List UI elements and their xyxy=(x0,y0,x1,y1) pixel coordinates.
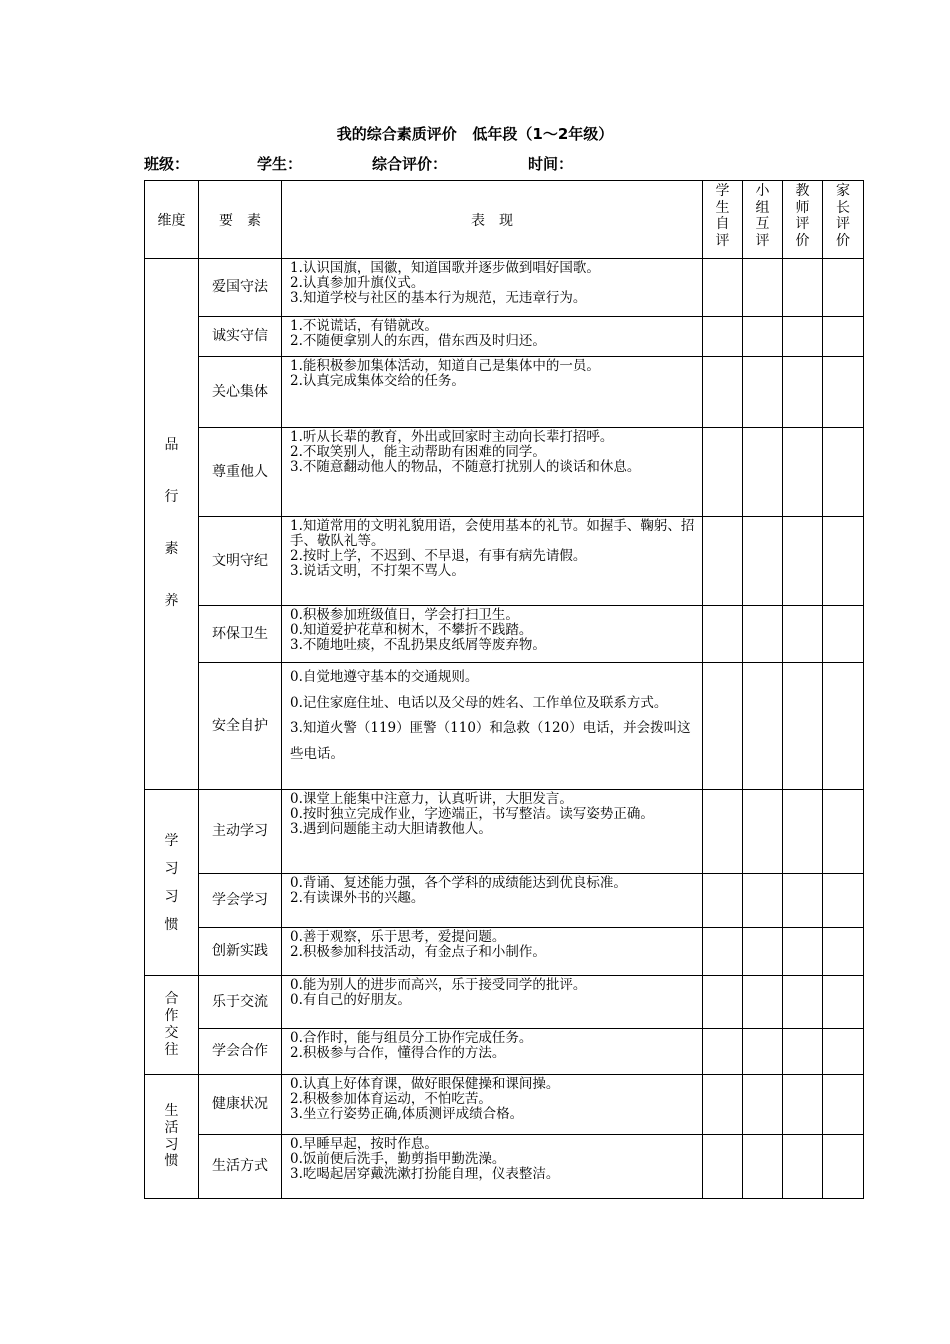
element-cell: 尊重他人 xyxy=(199,428,282,517)
header-parent-evaluation: 家长评价 xyxy=(823,181,864,259)
group-evaluation-cell[interactable] xyxy=(743,259,783,317)
performance-cell xyxy=(282,663,703,790)
performance-cell xyxy=(282,428,703,517)
table-row xyxy=(145,357,864,428)
performance-line: 3.坐立行姿势正确,体质测评成绩合格。 xyxy=(290,1106,524,1123)
element-cell: 环保卫生 xyxy=(199,606,282,663)
performance-line: 3.知道火警（119）匪警（110）和急救（120）电话，并会拨叫这些电话。 xyxy=(290,720,691,762)
teacher-evaluation-cell[interactable] xyxy=(783,259,823,317)
element-cell: 生活方式 xyxy=(199,1135,282,1199)
performance-line: 0.背诵、复述能力强，各个学科的成绩能达到优良标准。 xyxy=(290,875,627,891)
dimension-cell xyxy=(145,790,199,976)
teacher-evaluation-cell[interactable] xyxy=(783,517,823,606)
self-evaluation-cell[interactable] xyxy=(703,928,743,976)
performance-line: 1.认识国旗，国徽，知道国歌并逐步做到唱好国歌。 xyxy=(290,260,600,276)
parent-evaluation-cell[interactable] xyxy=(823,428,864,517)
performance-line: 3.不随地吐痰，不乱扔果皮纸屑等废弃物。 xyxy=(290,637,546,654)
overall-evaluation-label: 综合评价： xyxy=(372,155,448,173)
table-row xyxy=(145,1075,864,1135)
group-evaluation-cell[interactable] xyxy=(743,357,783,428)
teacher-evaluation-cell[interactable] xyxy=(783,357,823,428)
self-evaluation-cell[interactable] xyxy=(703,357,743,428)
parent-evaluation-cell[interactable] xyxy=(823,874,864,928)
performance-line: 2.认真参加升旗仪式。 xyxy=(290,275,425,292)
performance-line: 1.知道常用的文明礼貌用语，会使用基本的礼节。如握手、鞠躬、招手、敬队礼等。 xyxy=(290,518,695,550)
table-row xyxy=(145,790,864,874)
group-evaluation-cell[interactable] xyxy=(743,317,783,357)
teacher-evaluation-cell[interactable] xyxy=(783,976,823,1029)
performance-line: 3.遇到问题能主动大胆请教他人。 xyxy=(290,821,492,838)
teacher-evaluation-cell[interactable] xyxy=(783,606,823,663)
table-row xyxy=(145,663,864,790)
teacher-evaluation-cell[interactable] xyxy=(783,428,823,517)
table-row xyxy=(145,606,864,663)
parent-evaluation-cell[interactable] xyxy=(823,259,864,317)
performance-line: 1.不说谎话，有错就改。 xyxy=(290,318,438,334)
dimension-name: 学习习惯 xyxy=(164,832,179,933)
performance-line: 0.课堂上能集中注意力，认真听讲，大胆发言。 xyxy=(290,791,573,807)
time-label: 时间： xyxy=(528,155,574,173)
performance-cell xyxy=(282,606,703,663)
parent-evaluation-cell[interactable] xyxy=(823,663,864,790)
evaluation-table xyxy=(144,180,864,1199)
performance-line: 2.不取笑别人，能主动帮助有困难的同学。 xyxy=(290,444,546,461)
dimension-name: 合作交往 xyxy=(164,991,179,1058)
dimension-name: 生活习惯 xyxy=(164,1102,179,1170)
dimension-name: 品行素养 xyxy=(164,437,179,609)
performance-line: 3.说话文明，不打架不骂人。 xyxy=(290,563,465,580)
dimension-cell xyxy=(145,976,199,1075)
self-evaluation-cell[interactable] xyxy=(703,1075,743,1135)
header-element: 要 素 xyxy=(199,181,282,259)
dimension-cell xyxy=(145,259,199,790)
header-self-evaluation: 学生自评 xyxy=(703,181,743,259)
group-evaluation-cell[interactable] xyxy=(743,663,783,790)
teacher-evaluation-cell[interactable] xyxy=(783,1075,823,1135)
performance-line: 3.不随意翻动他人的物品，不随意打扰别人的谈话和休息。 xyxy=(290,459,641,476)
self-evaluation-cell[interactable] xyxy=(703,790,743,874)
teacher-evaluation-cell[interactable] xyxy=(783,928,823,976)
element-cell: 主动学习 xyxy=(199,790,282,874)
teacher-evaluation-cell[interactable] xyxy=(783,663,823,790)
performance-line: 1.听从长辈的教育，外出或回家时主动向长辈打招呼。 xyxy=(290,429,614,445)
performance-line: 0.认真上好体育课，做好眼保健操和课间操。 xyxy=(290,1076,560,1092)
performance-cell xyxy=(282,259,703,317)
self-evaluation-cell[interactable] xyxy=(703,874,743,928)
performance-line: 2.按时上学，不迟到、不早退，有事有病先请假。 xyxy=(290,548,587,565)
parent-evaluation-cell[interactable] xyxy=(823,1135,864,1199)
table-row xyxy=(145,1029,864,1075)
teacher-evaluation-cell[interactable] xyxy=(783,317,823,357)
performance-cell xyxy=(282,317,703,357)
performance-cell xyxy=(282,976,703,1029)
element-cell: 学会学习 xyxy=(199,874,282,928)
element-cell: 安全自护 xyxy=(199,663,282,790)
performance-line: 1.能积极参加集体活动，知道自己是集体中的一员。 xyxy=(290,358,600,374)
self-evaluation-cell[interactable] xyxy=(703,663,743,790)
table-row xyxy=(145,517,864,606)
header-dimension: 维度 xyxy=(145,181,199,259)
parent-evaluation-cell[interactable] xyxy=(823,790,864,874)
parent-evaluation-cell[interactable] xyxy=(823,1075,864,1135)
teacher-evaluation-cell[interactable] xyxy=(783,790,823,874)
self-evaluation-cell[interactable] xyxy=(703,606,743,663)
teacher-evaluation-cell[interactable] xyxy=(783,874,823,928)
performance-cell xyxy=(282,1075,703,1135)
self-evaluation-cell[interactable] xyxy=(703,1135,743,1199)
performance-line: 2.积极参加体育运动，不怕吃苦。 xyxy=(290,1091,492,1108)
element-cell: 学会合作 xyxy=(199,1029,282,1075)
self-evaluation-cell[interactable] xyxy=(703,517,743,606)
self-evaluation-cell[interactable] xyxy=(703,317,743,357)
performance-line: 0.早睡早起，按时作息。 xyxy=(290,1136,438,1152)
performance-line: 0.能为别人的进步而高兴，乐于接受同学的批评。 xyxy=(290,977,587,993)
header-teacher-evaluation: 教师评价 xyxy=(783,181,823,259)
performance-line: 0.知道爱护花草和树木，不攀折不践踏。 xyxy=(290,622,533,639)
parent-evaluation-cell[interactable] xyxy=(823,1029,864,1075)
group-evaluation-cell[interactable] xyxy=(743,928,783,976)
parent-evaluation-cell[interactable] xyxy=(823,928,864,976)
group-evaluation-cell[interactable] xyxy=(743,428,783,517)
performance-line: 3.知道学校与社区的基本行为规范，无违章行为。 xyxy=(290,290,587,307)
table-row xyxy=(145,874,864,928)
performance-line: 2.不随便拿别人的东西，借东西及时归还。 xyxy=(290,333,546,350)
group-evaluation-cell[interactable] xyxy=(743,1135,783,1199)
table-row xyxy=(145,259,864,317)
group-evaluation-cell[interactable] xyxy=(743,790,783,874)
performance-cell xyxy=(282,357,703,428)
performance-cell xyxy=(282,1135,703,1199)
performance-line: 0.饭前便后洗手，勤剪指甲勤洗澡。 xyxy=(290,1151,506,1168)
table-row xyxy=(145,976,864,1029)
performance-cell xyxy=(282,1029,703,1075)
performance-line: 0.合作时，能与组员分工协作完成任务。 xyxy=(290,1030,533,1046)
performance-line: 0.有自己的好朋友。 xyxy=(290,992,411,1009)
element-cell: 关心集体 xyxy=(199,357,282,428)
parent-evaluation-cell[interactable] xyxy=(823,517,864,606)
student-label: 学生： xyxy=(257,155,303,173)
parent-evaluation-cell[interactable] xyxy=(823,606,864,663)
element-cell: 爱国守法 xyxy=(199,259,282,317)
performance-cell xyxy=(282,517,703,606)
teacher-evaluation-cell[interactable] xyxy=(783,1029,823,1075)
self-evaluation-cell[interactable] xyxy=(703,976,743,1029)
group-evaluation-cell[interactable] xyxy=(743,517,783,606)
performance-cell xyxy=(282,874,703,928)
table-row xyxy=(145,1135,864,1199)
performance-line: 0.自觉地遵守基本的交通规则。 xyxy=(290,669,479,685)
group-evaluation-cell[interactable] xyxy=(743,874,783,928)
table-header-row xyxy=(145,181,864,259)
self-evaluation-cell[interactable] xyxy=(703,428,743,517)
table-row xyxy=(145,428,864,517)
table-row xyxy=(145,928,864,976)
performance-line: 3.吃喝起居穿戴洗漱打扮能自理，仪表整洁。 xyxy=(290,1166,560,1183)
element-cell: 文明守纪 xyxy=(199,517,282,606)
performance-line: 2.积极参与合作，懂得合作的方法。 xyxy=(290,1045,506,1062)
header-group-evaluation: 小组互评 xyxy=(743,181,783,259)
performance-line: 2.认真完成集体交给的任务。 xyxy=(290,373,465,390)
element-cell: 诚实守信 xyxy=(199,317,282,357)
performance-line: 0.善于观察，乐于思考，爱提问题。 xyxy=(290,929,506,945)
performance-cell xyxy=(282,928,703,976)
class-label: 班级： xyxy=(144,155,190,173)
parent-evaluation-cell[interactable] xyxy=(823,357,864,428)
group-evaluation-cell[interactable] xyxy=(743,976,783,1029)
performance-line: 0.按时独立完成作业，字迹端正，书写整洁。读写姿势正确。 xyxy=(290,806,654,823)
table-row xyxy=(145,317,864,357)
teacher-evaluation-cell[interactable] xyxy=(783,1135,823,1199)
performance-line: 0.积极参加班级值日，学会打扫卫生。 xyxy=(290,607,519,623)
performance-line: 2.积极参加科技活动，有金点子和小制作。 xyxy=(290,944,546,961)
dimension-cell xyxy=(145,1075,199,1199)
group-evaluation-cell[interactable] xyxy=(743,1029,783,1075)
header-performance: 表 现 xyxy=(282,181,703,259)
self-evaluation-cell[interactable] xyxy=(703,1029,743,1075)
performance-cell xyxy=(282,790,703,874)
parent-evaluation-cell[interactable] xyxy=(823,317,864,357)
self-evaluation-cell[interactable] xyxy=(703,259,743,317)
element-cell: 乐于交流 xyxy=(199,976,282,1029)
performance-line: 2.有读课外书的兴趣。 xyxy=(290,890,425,907)
page-title: 我的综合素质评价 低年段（1～2年级） xyxy=(336,125,614,143)
element-cell: 健康状况 xyxy=(199,1075,282,1135)
group-evaluation-cell[interactable] xyxy=(743,606,783,663)
performance-line: 0.记住家庭住址、电话以及父母的姓名、工作单位及联系方式。 xyxy=(290,694,668,711)
element-cell: 创新实践 xyxy=(199,928,282,976)
group-evaluation-cell[interactable] xyxy=(743,1075,783,1135)
parent-evaluation-cell[interactable] xyxy=(823,976,864,1029)
